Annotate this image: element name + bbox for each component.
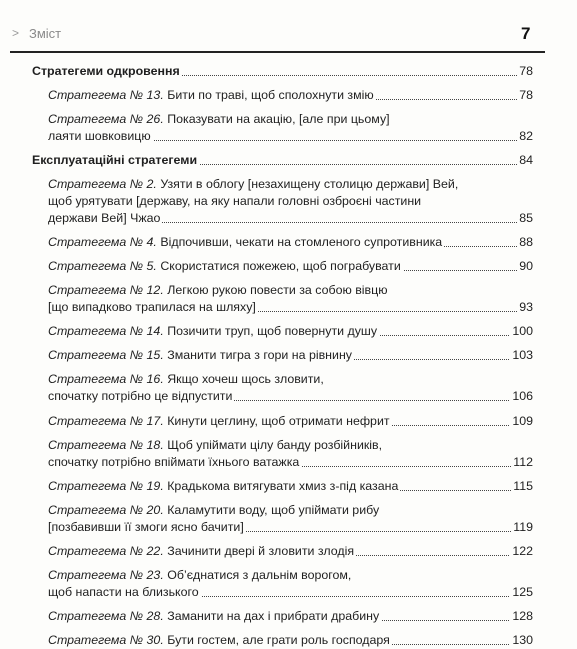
toc-entry[interactable] (0, 607, 577, 624)
entry-title-line: [що випадково трапилася на шляху] (48, 300, 256, 315)
toc-entry[interactable] (0, 412, 577, 429)
section-title: Зміст (29, 26, 62, 41)
entry-page-number: 93 (519, 300, 533, 315)
entry-page-number: 78 (519, 88, 533, 102)
entry-title-line: щоб напасти на близького (48, 584, 199, 599)
entry-title-line: спочатку потрібно впіймати їхнього ватажка (48, 454, 300, 469)
strategem-label: Стратегема № 14. (48, 324, 164, 339)
toc-entry[interactable] (0, 233, 577, 250)
toc-entry[interactable] (0, 566, 577, 600)
entry-title-line: Зманити тигра з гори на рівнину (167, 348, 352, 363)
strategem-label: Стратегема № 2. (48, 177, 157, 192)
entry-page-number: 85 (519, 211, 533, 226)
strategem-label: Стратегема № 28. (48, 608, 164, 623)
strategem-label: Стратегема № 19. (48, 478, 164, 493)
entry-page-number: 103 (512, 348, 533, 363)
entry-page-number: 84 (519, 153, 533, 168)
entry-title-line: Скористатися пожежею, щоб пограбувати (160, 259, 401, 274)
entry-title-line: Заманити на дах і прибрати драбину (167, 608, 380, 623)
toc-entry[interactable] (0, 631, 577, 648)
toc-section-entry[interactable] (0, 151, 577, 168)
chevron-right-icon: > (12, 26, 20, 40)
entry-page-number: 106 (512, 389, 533, 404)
entry-title-line: Відпочивши, чекати на стомленого супротивника (160, 235, 443, 250)
strategem-label: Стратегема № 4. (48, 235, 157, 250)
toc-entry[interactable] (0, 86, 577, 103)
strategem-label: Стратегема № 23. (48, 567, 164, 582)
entry-title-line: Якщо хочеш щось зловити, (167, 372, 324, 387)
strategem-label: Стратегема № 26. (48, 112, 164, 126)
toc-entry[interactable] (0, 257, 577, 274)
entry-page-number: 115 (513, 478, 533, 493)
entry-title-line: щоб урятувати [державу, на яку напали головні озброєні частини (48, 194, 422, 209)
entry-title-line: Показувати на акацію, [але при цьому] (167, 112, 390, 126)
strategem-label: Стратегема № 15. (48, 348, 164, 363)
toc-entry[interactable] (0, 370, 577, 404)
entry-page-number: 109 (512, 413, 533, 428)
page-number: 7 (521, 24, 531, 43)
strategem-label: Стратегема № 16. (48, 372, 164, 387)
toc-entry[interactable] (0, 175, 577, 226)
strategem-label: Стратегема № 13. (48, 88, 164, 102)
entry-title-line: [позбавивши її змоги ясно бачити] (48, 519, 244, 534)
strategem-label: Стратегема № 18. (48, 437, 164, 452)
entry-title-line: Позичити труп, щоб повернути душу (167, 324, 378, 339)
toc-section-entry[interactable] (0, 62, 577, 79)
toc-entry[interactable] (0, 281, 577, 315)
strategem-label: Стратегема № 30. (48, 632, 164, 647)
entry-title-line: Бити по траві, щоб сполохнути змію (167, 88, 374, 102)
entry-title-line: Об’єднатися з дальнім ворогом, (167, 567, 352, 582)
header-rule (10, 51, 545, 53)
entry-title-line: Щоб упіймати цілу банду розбійників, (167, 437, 383, 452)
entry-page-number: 100 (512, 324, 533, 339)
entry-title-line: Узяти в облогу [незахищену столицю держави] Вей, (160, 177, 459, 192)
toc-entry[interactable] (0, 436, 577, 470)
entry-title-line: Каламутити воду, щоб упіймати рибу (167, 502, 380, 517)
strategem-label: Стратегема № 17. (48, 413, 164, 428)
toc-entry[interactable] (0, 110, 577, 144)
toc-entry[interactable] (0, 346, 577, 363)
entry-page-number: 122 (512, 543, 533, 558)
entry-title-line: Експлуатаційні стратегеми (32, 153, 198, 168)
entry-page-number: 90 (519, 259, 533, 274)
toc-entry[interactable] (0, 542, 577, 559)
entry-page-number: 78 (519, 64, 533, 78)
entry-title-line: держави Вей] Чжао (48, 211, 161, 226)
entry-title-line: спочатку потрібно це відпустити (48, 389, 233, 404)
entry-title-line: Кинути цеглину, щоб отримати нефрит (167, 413, 390, 428)
strategem-label: Стратегема № 12. (48, 283, 164, 298)
toc-entry[interactable] (0, 477, 577, 494)
entry-title-line: Зачинити двері й зловити злодія (167, 543, 355, 558)
entry-page-number: 119 (513, 519, 533, 534)
entry-page-number: 112 (513, 454, 533, 469)
running-header (0, 0, 577, 52)
strategem-label: Стратегема № 20. (48, 502, 164, 517)
toc-entry[interactable] (0, 501, 577, 535)
entry-title-line: Бути гостем, але грати роль господаря (167, 632, 390, 647)
strategem-label: Стратегема № 5. (48, 259, 157, 274)
entry-page-number: 88 (519, 235, 533, 250)
entry-title-line: Крадькома витягувати хмиз з-під казана (167, 478, 399, 493)
entry-page-number: 128 (512, 608, 533, 623)
entry-page-number: 125 (512, 584, 533, 599)
entry-title-line: лаяти шовковицю (48, 129, 151, 144)
entry-title-line: Стратегеми одкровення (32, 64, 180, 78)
toc-entry[interactable] (0, 322, 577, 339)
strategem-label: Стратегема № 22. (48, 543, 164, 558)
entry-page-number: 82 (519, 129, 533, 144)
entry-title-line: Легкою рукою повести за собою вівцю (167, 283, 388, 298)
entry-page-number: 130 (512, 632, 533, 647)
